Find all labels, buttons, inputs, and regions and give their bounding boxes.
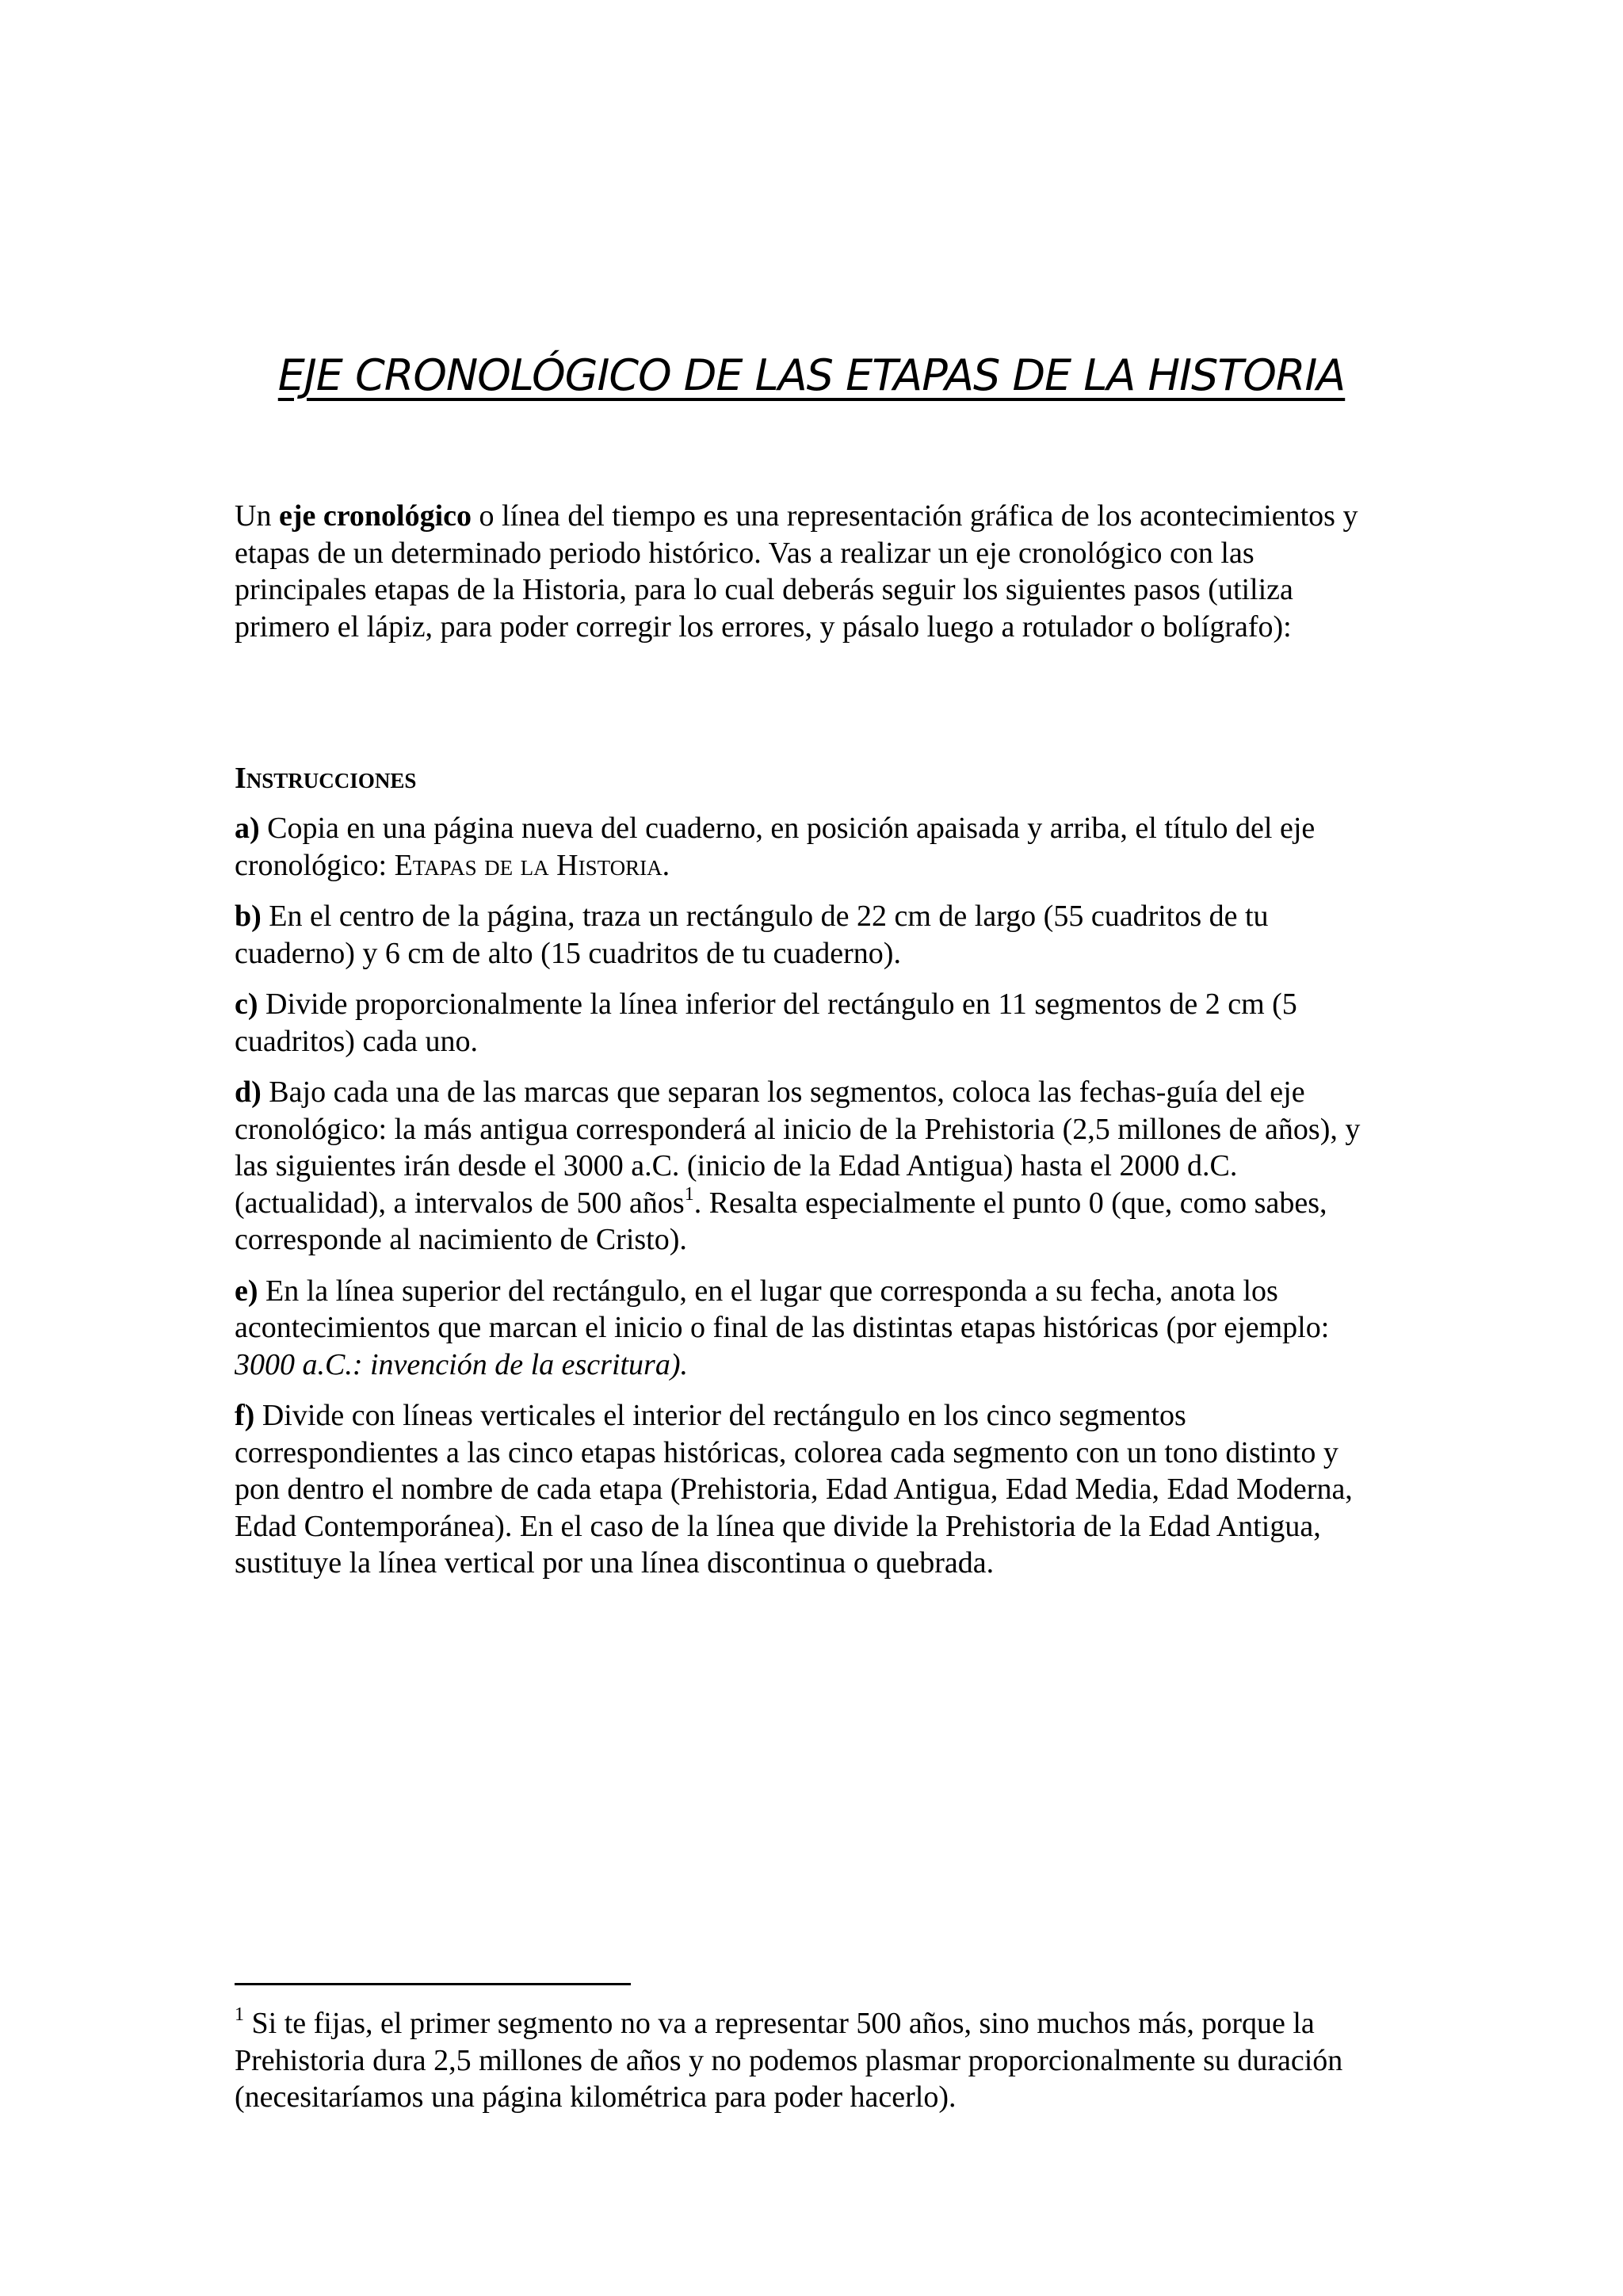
instruction-d-label: d): [235, 1075, 262, 1109]
instruction-b: [235, 898, 1388, 972]
instruction-f-text: Divide con líneas verticales el interior del rectángulo en los cinco segmentos correspondientes a las cinco etapas históricas, colorea cada segmento con un tono distinto y pon dentro el nombre de cada etapa (Prehistoria, Edad Antigua, Edad Media, Edad Moderna, Edad Contemporánea). En el caso de la línea que divide la Prehistoria de la Edad Antigua, sustituye la línea vertical por una línea discontinua o quebrada.: [235, 1399, 1353, 1580]
instruction-d-text-2: . Resalta especialmente el punto 0 (que, como sabes, corresponde al nacimiento de Cristo).: [235, 1186, 1327, 1256]
instruction-a-end: .: [662, 848, 670, 882]
instruction-f: [235, 1397, 1388, 1582]
intro-bold-term: eje cronológico: [278, 499, 472, 533]
instruction-a-label: a): [235, 812, 260, 845]
footnote-mark: 1: [235, 2004, 244, 2025]
intro-text-1: Un: [235, 499, 279, 533]
instruction-e-label: e): [235, 1274, 258, 1308]
instruction-b-text: En el centro de la página, traza un rectángulo de 22 cm de largo (55 cuadritos de tu cuaderno) y 6 cm de alto (15 cuadritos de tu cuaderno).: [235, 900, 1269, 970]
instruction-d-text: Bajo cada una de las marcas que separan los segmentos, coloca las fechas-guía del eje cronológico: la más antigua corresponderá al inicio de la Prehistoria (2,5 millones de años), y las siguientes irán desde el 3000 a.C. (inicio de la Edad Antigua) hasta el 2000 d.C. (actualidad), a intervalos de 500 años: [235, 1075, 1361, 1220]
footnote: [235, 2005, 1388, 2116]
instructions-heading: Instrucciones: [235, 762, 417, 795]
instruction-a-text: Copia en una página nueva del cuaderno, en posición apaisada y arriba, el título del eje cronológico:: [235, 812, 1316, 882]
footnote-text: Si te fijas, el primer segmento no va a representar 500 años, sino muchos más, porque la Prehistoria dura 2,5 millones de años y no podemos plasmar proporcionalmente su duración (necesitaríamos una página kilométrica para poder hacerlo).: [235, 2007, 1343, 2114]
instruction-a: [235, 810, 1388, 884]
title-text: EJE CRONOLÓGICO DE LAS ETAPAS DE LA HISTORIA: [277, 350, 1346, 400]
footnote-separator: [235, 1983, 631, 1985]
instruction-d: [235, 1074, 1388, 1259]
instruction-c-label: c): [235, 988, 258, 1021]
instructions-list: [235, 810, 1388, 1596]
instruction-e: [235, 1273, 1388, 1384]
instruction-e-example: 3000 a.C.: invención de la escritura).: [235, 1347, 689, 1381]
instruction-b-label: b): [235, 900, 262, 933]
instruction-a-smallcaps: Etapas de la Historia: [394, 848, 663, 882]
document-title: [0, 350, 1623, 400]
instruction-c-text: Divide proporcionalmente la línea inferior del rectángulo en 11 segmentos de 2 cm (5 cuadritos) cada uno.: [235, 988, 1297, 1058]
instruction-e-text: En la línea superior del rectángulo, en el lugar que corresponda a su fecha, anota los acontecimientos que marcan el inicio o final de las distintas etapas históricas (por ejemplo:: [235, 1274, 1330, 1344]
instruction-c: [235, 986, 1388, 1060]
intro-text-2: o línea del tiempo es una representación gráfica de los acontecimientos y etapas de un determinado periodo histórico. Vas a realizar un eje cronológico con las principales etapas de la Historia, para lo cual deberás seguir los siguientes pasos (utiliza primero el lápiz, para poder corregir los errores, y pásalo luego a rotulador o bolígrafo):: [235, 499, 1358, 644]
footnote-reference[interactable]: 1: [684, 1183, 694, 1205]
intro-paragraph: [235, 498, 1388, 645]
instruction-f-label: f): [235, 1399, 255, 1432]
